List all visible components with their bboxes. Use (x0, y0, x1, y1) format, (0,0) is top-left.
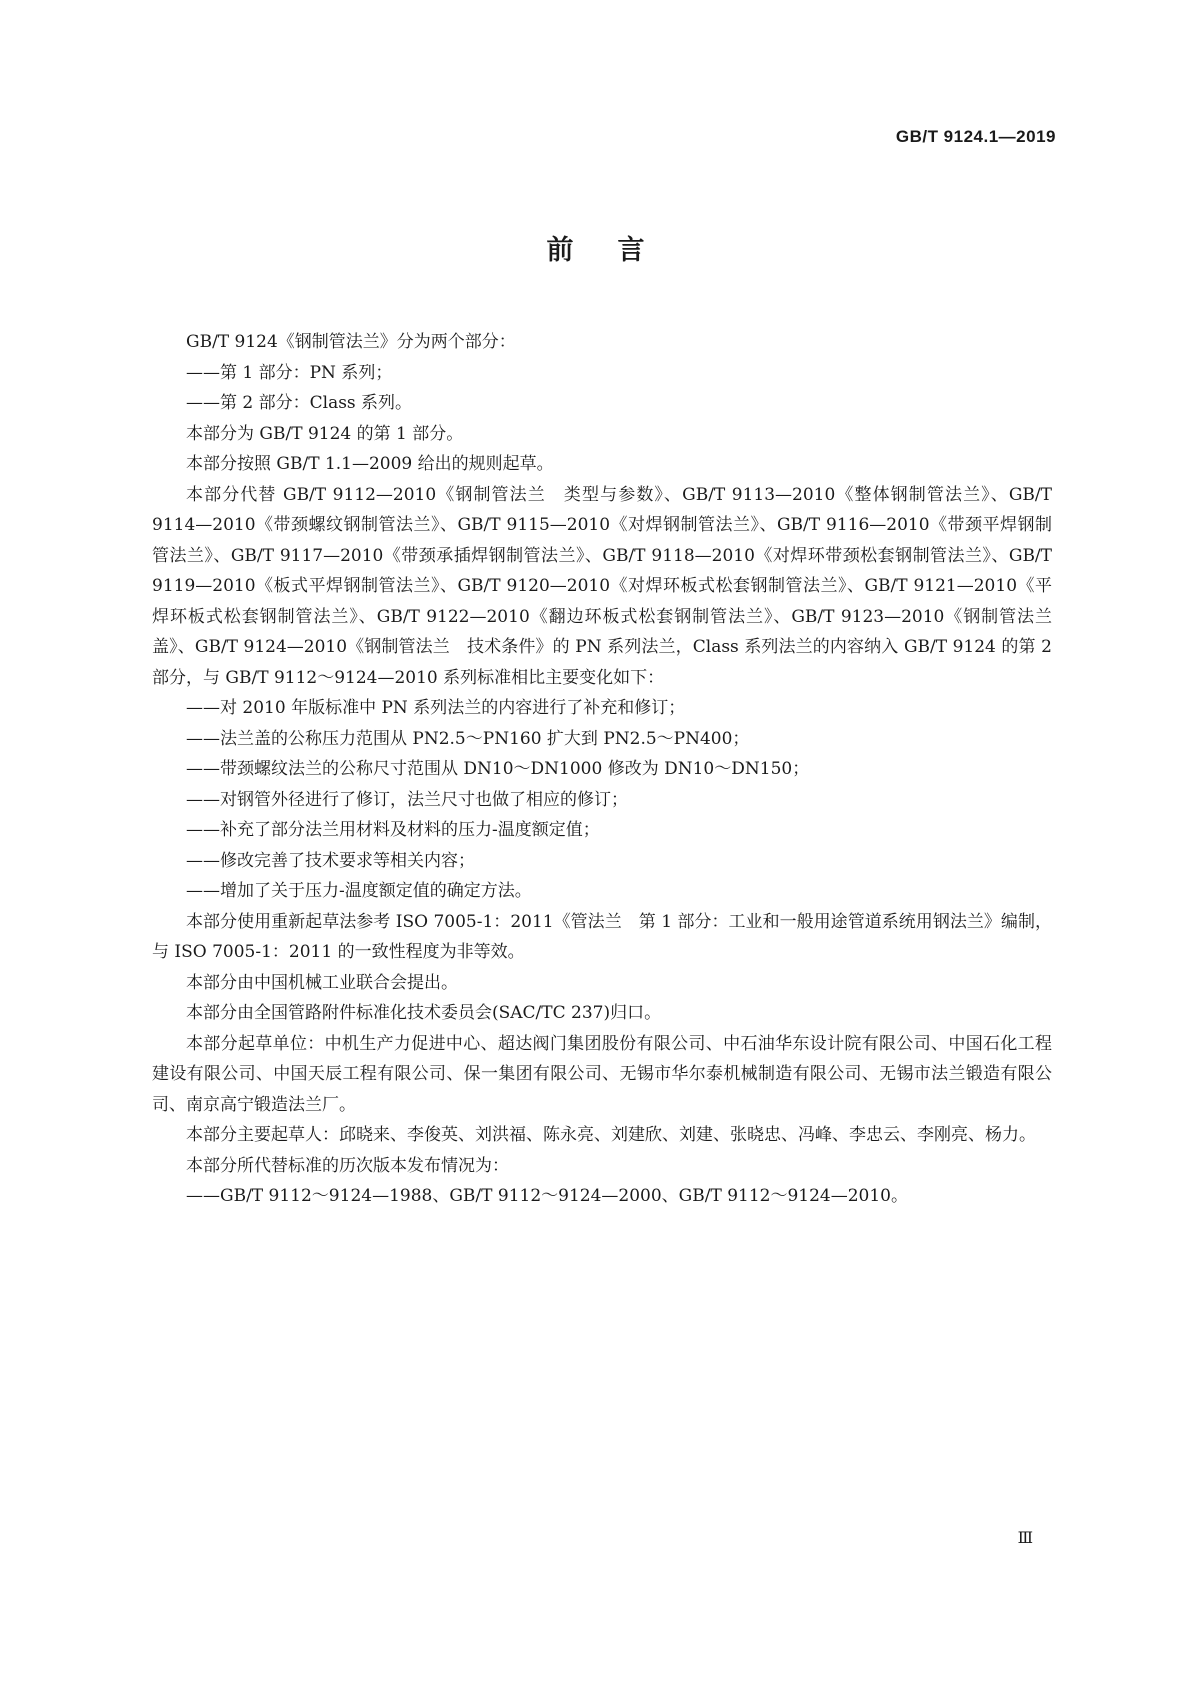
list-item: ——修改完善了技术要求等相关内容； (186, 850, 475, 871)
paragraph: 本部分使用重新起草法参考 ISO 7005-1：2011《管法兰 第 1 部分：工业和一般用途管道系统用钢法兰》编制，与 ISO 7005-1：2011 的一致性程度为非等效。 (152, 911, 1052, 962)
list-item: ——第 2 部分：Class 系列。 (186, 393, 413, 413)
document-body (152, 327, 1052, 1212)
paragraph: 本部分代替 GB/T 9112—2010《钢制管法兰 类型与参数》、GB/T 9113—2010《整体钢制管法兰》、GB/T 9114—2010《带颈螺纹钢制管法兰》、GB/T 9115—2010《对焊钢制管法兰》、GB/T 9116—2010《带颈平焊钢制管法兰》、GB/T 9117—2010《带颈承插焊钢制管法兰》、GB/T 9118—2010《对焊环带颈松套钢制管法兰》、GB/T 9119—2010《板式平焊钢制管法兰》、GB/T 9120—2010《对焊环板式松套钢制管法兰》、GB/T 9121—2010《平焊环板式松套钢制管法兰》、GB/T 9122—2010《翻边环板式松套钢制管法兰》、GB/T 9123—2010《钢制管法兰盖》、GB/T 9124—2010《钢制管法兰 技术条件》的 PN 系列法兰，Class 系列法兰的内容纳入 GB/T 9124 的第 2 部分，与 GB/T 9112～9124—2010 系列标准相比主要变化如下： (152, 484, 1052, 688)
paragraph: GB/T 9124《钢制管法兰》分为两个部分： (186, 332, 516, 352)
list-item: ——补充了部分法兰用材料及材料的压力-温度额定值； (186, 820, 600, 840)
paragraph: 本部分由中国机械工业联合会提出。 (186, 972, 458, 993)
list-item: ——增加了关于压力-温度额定值的确定方法。 (186, 881, 532, 901)
list-item: ——GB/T 9112～9124—1988、GB/T 9112～9124—2000、GB/T 9112～9124—2010。 (186, 1186, 909, 1206)
paragraph: 本部分所代替标准的历次版本发布情况为： (186, 1155, 509, 1176)
list-item: ——带颈螺纹法兰的公称尺寸范围从 DN10～DN1000 修改为 DN10～DN150； (186, 759, 810, 779)
paragraph: 本部分起草单位：中机生产力促进中心、超达阀门集团股份有限公司、中石油华东设计院有限公司、中国石化工程建设有限公司、中国天辰工程有限公司、保一集团有限公司、无锡市华尔泰机械制造有限公司、无锡市法兰锻造有限公司、南京高宁锻造法兰厂。 (152, 1033, 1052, 1115)
document-number: GB/T 9124.1—2019 (895, 127, 1056, 146)
list-item: ——对 2010 年版标准中 PN 系列法兰的内容进行了补充和修订； (186, 698, 686, 718)
page-number: Ⅲ (1017, 1528, 1033, 1547)
list-item: ——对钢管外径进行了修订，法兰尺寸也做了相应的修订； (186, 789, 628, 810)
paragraph: 本部分主要起草人：邱晓来、李俊英、刘洪福、陈永亮、刘建欣、刘建、张晓忠、冯峰、李忠云、李刚亮、杨力。 (186, 1125, 1036, 1145)
page-title: 前言 (546, 235, 689, 266)
list-item: ——第 1 部分：PN 系列； (186, 362, 393, 383)
list-item: ——法兰盖的公称压力范围从 PN2.5～PN160 扩大到 PN2.5～PN400； (186, 728, 750, 749)
paragraph: 本部分为 GB/T 9124 的第 1 部分。 (186, 423, 464, 444)
paragraph: 本部分按照 GB/T 1.1—2009 给出的规则起草。 (186, 454, 554, 474)
paragraph: 本部分由全国管路附件标准化技术委员会(SAC/TC 237)归口。 (186, 1003, 662, 1023)
